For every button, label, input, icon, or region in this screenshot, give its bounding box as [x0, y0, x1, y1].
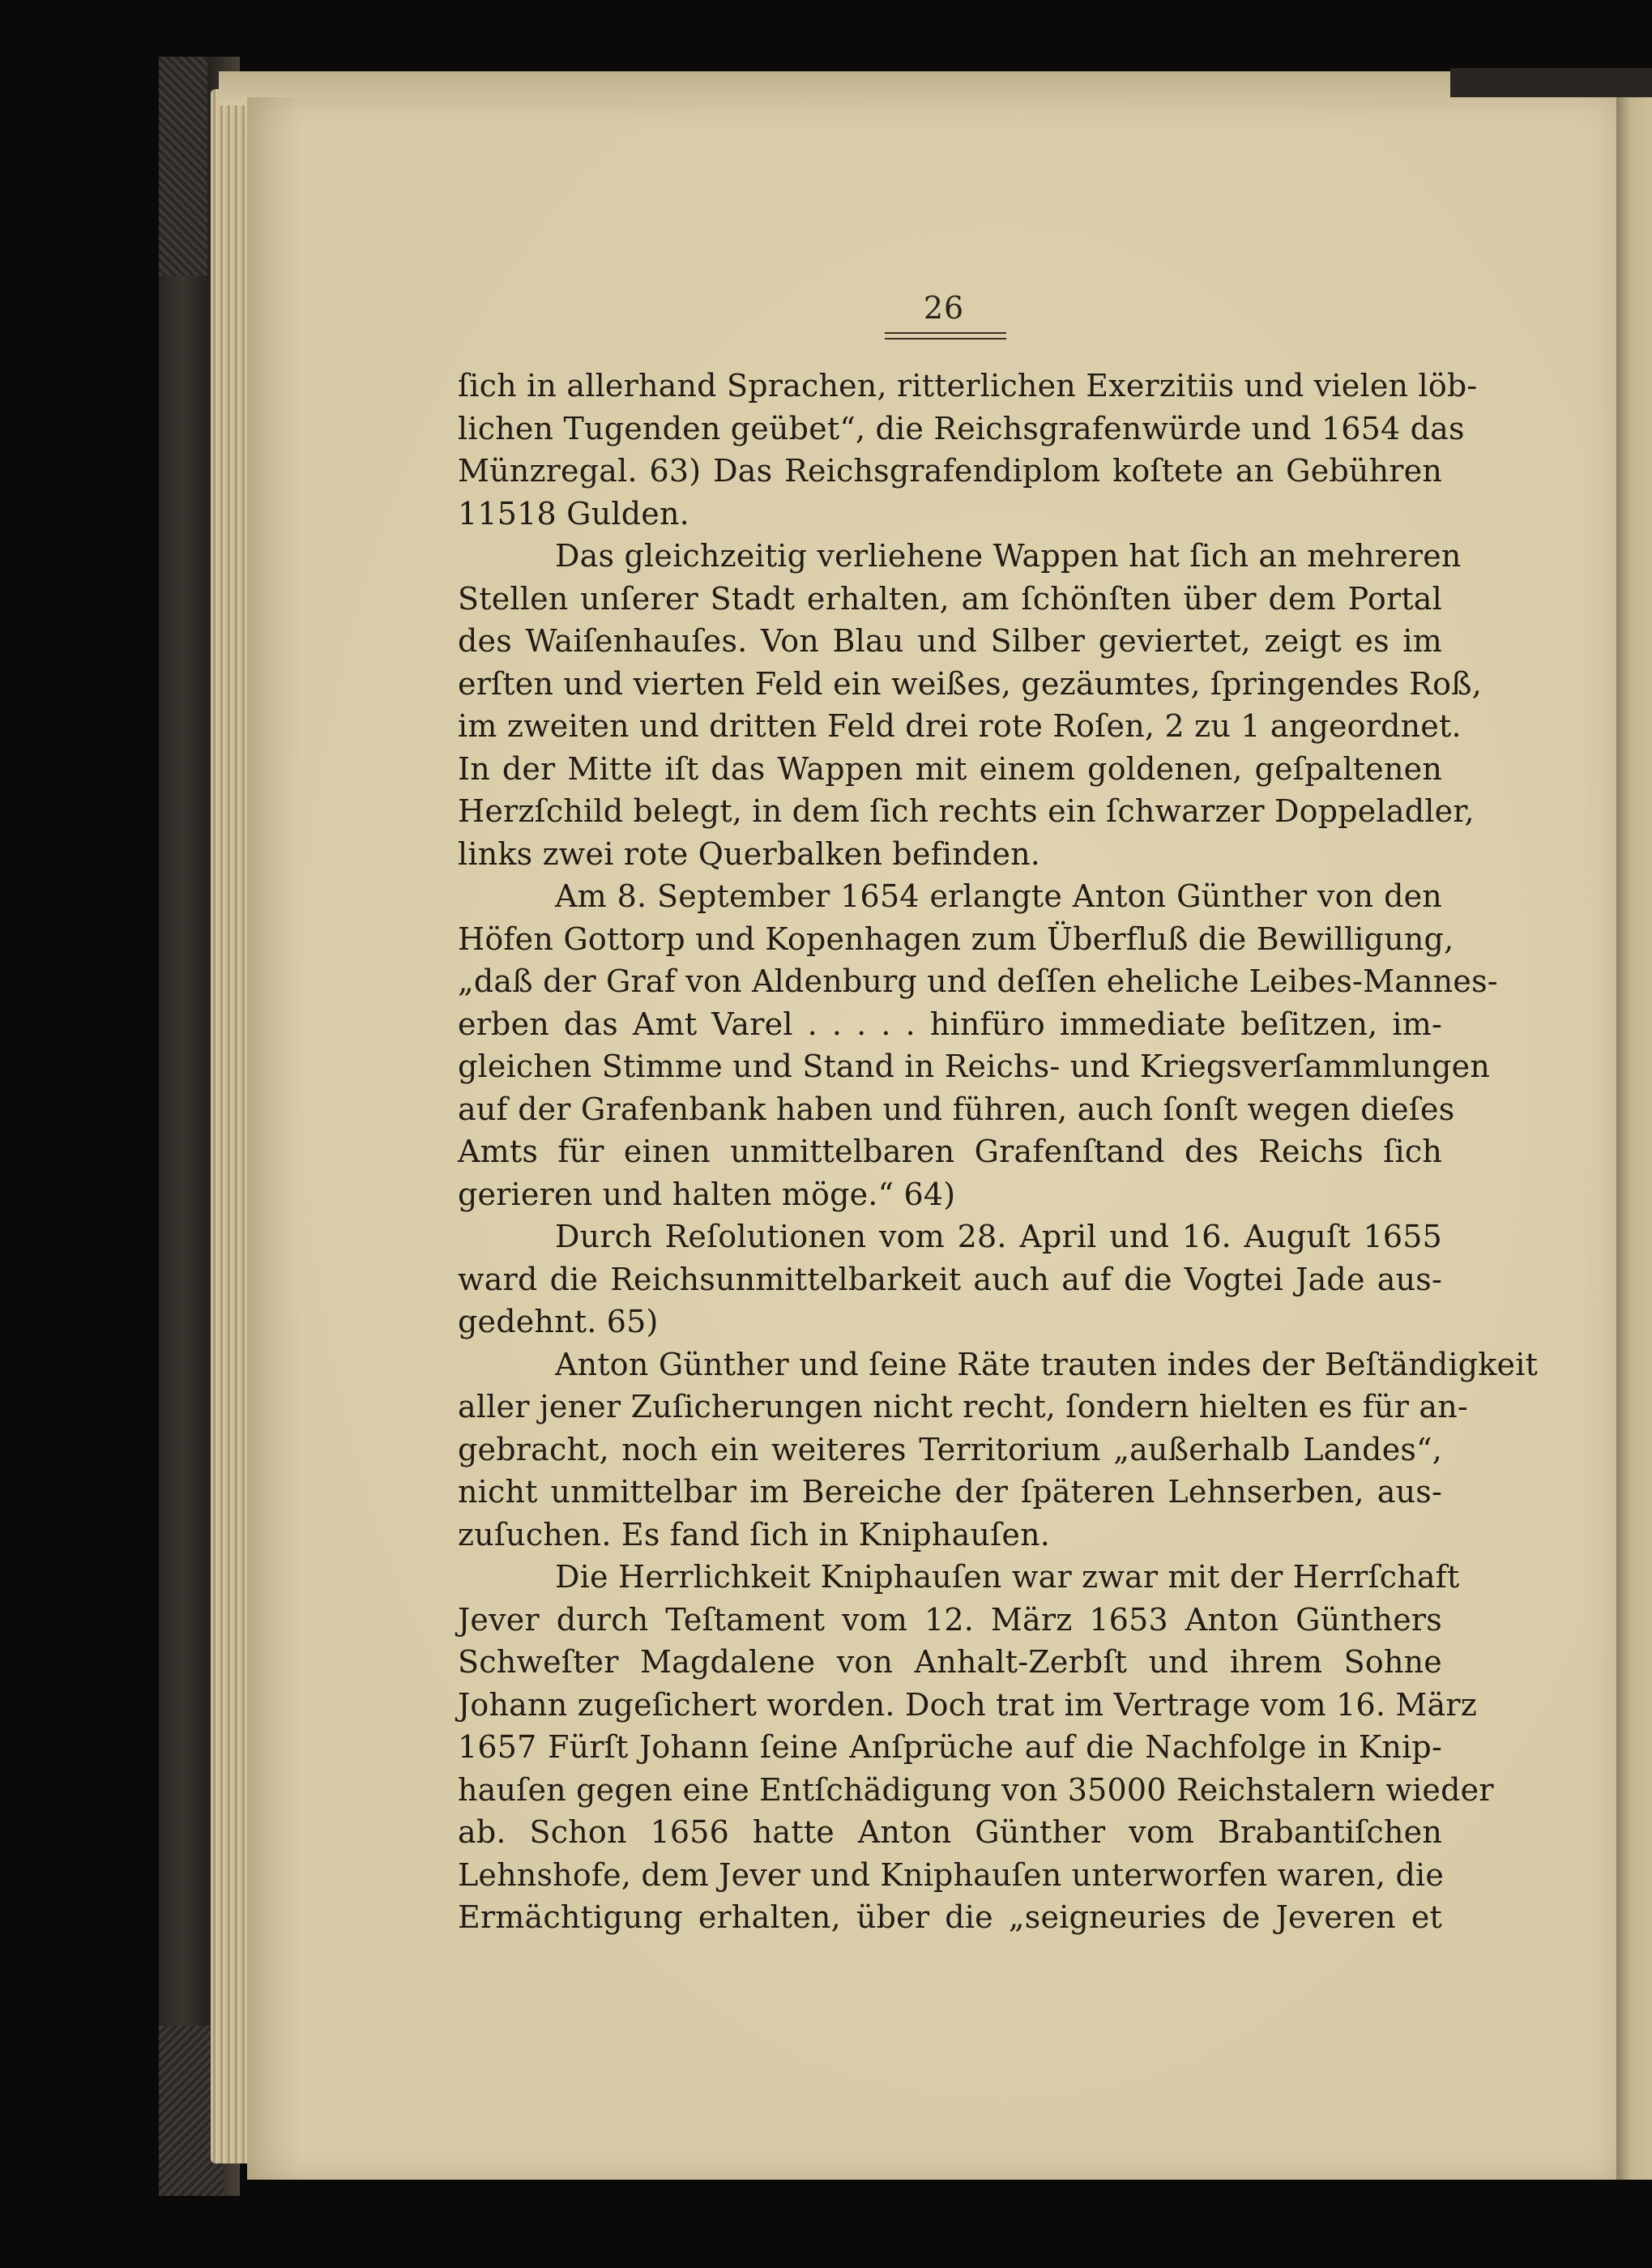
text-line: im zweiten und dritten Feld drei rote Roſen, 2 zu 1 angeordnet. — [458, 708, 1462, 744]
page-number-rule — [885, 332, 1006, 334]
text-line: 1657 Fürſt Johann ſeine Anſprüche auf die Nachfolge in Knip- — [458, 1729, 1442, 1765]
body-text — [458, 365, 1539, 1939]
text-line: Amts für einen unmittelbaren Grafenſtand des Reichs ſich — [458, 1134, 1442, 1169]
text-line: „daß der Graf von Aldenburg und deſſen eheliche Leibes-Mannes- — [458, 963, 1498, 999]
text-line: Schweſter Magdalene von Anhalt-Zerbſt und ihrem Sohne — [458, 1644, 1442, 1680]
text-line: erben das Amt Varel . . . . . hinfüro immediate beſitzen, im- — [458, 1006, 1442, 1042]
text-line: Stellen unſerer Stadt erhalten, am ſchönſten über dem Portal — [458, 580, 1442, 617]
text-line: 11518 Gulden. — [458, 495, 689, 532]
text-line: ab. Schon 1656 hatte Anton Günther vom Brabantiſchen — [458, 1814, 1442, 1850]
text-line: des Waiſenhauſes. Von Blau und Silber geviertet, zeigt es im — [458, 623, 1442, 659]
text-line: Das gleichzeitig verliehene Wappen hat ſich an mehreren — [555, 538, 1462, 574]
text-line: hauſen gegen eine Entſchädigung von 35000 Reichstalern wieder — [458, 1771, 1494, 1808]
top-dark-band — [1450, 68, 1652, 100]
text-line: Herzſchild belegt, in dem ſich rechts ein ſchwarzer Doppeladler, — [458, 793, 1475, 829]
text-line: In der Mitte iſt das Wappen mit einem goldenen, geſpaltenen — [458, 750, 1442, 787]
next-page-edge — [1616, 97, 1652, 2180]
page-number-rule — [885, 338, 1006, 340]
text-line: Höfen Gottorp und Kopenhagen zum Überfluß die Bewilligung, — [458, 920, 1454, 957]
text-line: Ermächtigung erhalten, über die „seigneuries de Jeveren et — [458, 1899, 1442, 1935]
text-line: Die Herrlichkeit Kniphauſen war zwar mit der Herrſchaft — [555, 1559, 1460, 1595]
text-line: aller jener Zuſicherungen nicht recht, ſondern hielten es für an- — [458, 1389, 1468, 1424]
text-line: ward die Reichsunmittelbarkeit auch auf die Vogtei Jade aus- — [458, 1261, 1442, 1297]
text-line: erſten und vierten Feld ein weißes, gezäumtes, ſpringendes Roß, — [458, 665, 1483, 702]
text-line: auf der Grafenbank haben und führen, auch ſonſt wegen dieſes — [458, 1091, 1455, 1127]
text-line: gedehnt. 65) — [458, 1304, 659, 1339]
text-line: Jever durch Teſtament vom 12. März 1653 Anton Günthers — [458, 1601, 1442, 1638]
text-line: Anton Günther und ſeine Räte trauten indes der Beſtändigkeit — [555, 1346, 1539, 1382]
text-line: zuſuchen. Es fand ſich in Kniphauſen. — [458, 1516, 1051, 1553]
text-line: gerieren und halten möge.“ 64) — [458, 1176, 956, 1212]
text-line: gebracht, noch ein weiteres Territorium „außerhalb Landes“, — [458, 1431, 1442, 1467]
text-line: nicht unmittelbar im Bereiche der ſpäteren Lehnserben, aus- — [458, 1474, 1442, 1510]
text-line: Durch Reſolutionen vom 28. April und 16. Auguſt 1655 — [555, 1219, 1442, 1254]
text-line: links zwei rote Querbalken befinden. — [458, 835, 1041, 872]
text-line: Münzregal. 63) Das Reichsgrafendiplom koſtete an Gebühren — [458, 453, 1442, 489]
text-line: Johann zugeſichert worden. Doch trat im Vertrage vom 16. März — [458, 1686, 1477, 1723]
text-line: Am 8. September 1654 erlangte Anton Günther von den — [555, 878, 1442, 914]
text-line: lichen Tugenden geübet“, die Reichsgrafenwürde und 1654 das — [458, 410, 1465, 446]
text-line: ſich in allerhand Sprachen, ritterlichen Exerzitiis und vielen löb- — [458, 368, 1478, 404]
cover-corner-top — [159, 57, 207, 275]
page-number: 26 — [923, 290, 965, 326]
text-line: Lehnshofe, dem Jever und Kniphauſen unterworfen waren, die — [458, 1856, 1445, 1893]
text-line: gleichen Stimme und Stand in Reichs- und Kriegsverſammlungen — [458, 1049, 1490, 1084]
